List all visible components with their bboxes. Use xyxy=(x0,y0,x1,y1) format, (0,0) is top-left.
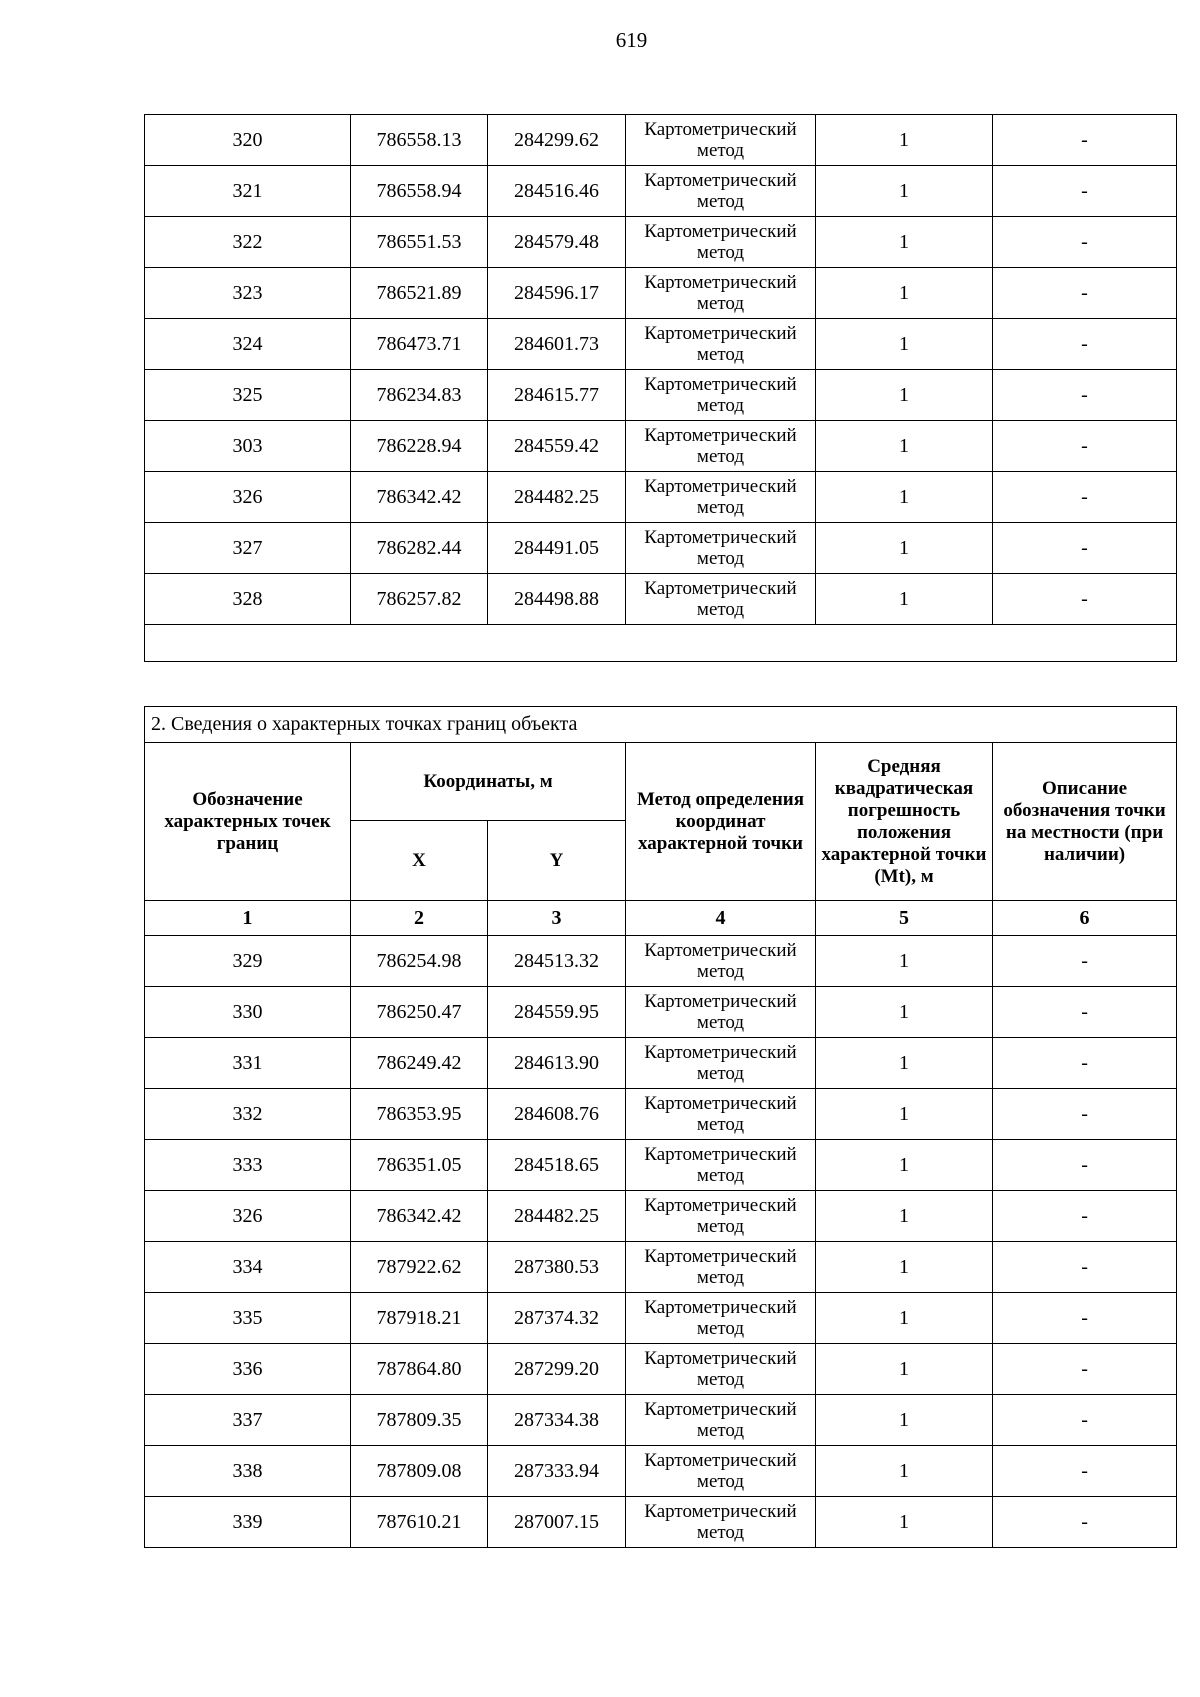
point-id-cell: 326 xyxy=(145,1191,351,1242)
method-cell: Картометрический метод xyxy=(626,472,816,523)
table1-body xyxy=(145,115,1177,662)
x-coordinate-cell: 786558.94 xyxy=(351,166,488,217)
table-row xyxy=(145,1242,1177,1293)
y-coordinate-cell: 284615.77 xyxy=(488,370,626,421)
table-row xyxy=(145,472,1177,523)
error-cell: 1 xyxy=(816,268,993,319)
y-coordinate-cell: 284498.88 xyxy=(488,574,626,625)
description-cell: - xyxy=(993,1446,1177,1497)
y-coordinate-cell: 284559.42 xyxy=(488,421,626,472)
table-row xyxy=(145,166,1177,217)
point-id-cell: 322 xyxy=(145,217,351,268)
y-coordinate-cell: 287380.53 xyxy=(488,1242,626,1293)
error-cell: 1 xyxy=(816,115,993,166)
y-coordinate-cell: 284482.25 xyxy=(488,472,626,523)
description-cell: - xyxy=(993,1293,1177,1344)
table-row xyxy=(145,523,1177,574)
header-method: Метод определения координат характерной точки xyxy=(626,743,816,901)
point-id-cell: 303 xyxy=(145,421,351,472)
method-cell: Картометрический метод xyxy=(626,370,816,421)
description-cell: - xyxy=(993,115,1177,166)
column-number: 4 xyxy=(626,901,816,936)
method-cell: Картометрический метод xyxy=(626,1089,816,1140)
y-coordinate-cell: 284601.73 xyxy=(488,319,626,370)
description-cell: - xyxy=(993,523,1177,574)
table-row xyxy=(145,217,1177,268)
y-coordinate-cell: 284579.48 xyxy=(488,217,626,268)
error-cell: 1 xyxy=(816,1395,993,1446)
x-coordinate-cell: 786257.82 xyxy=(351,574,488,625)
point-id-cell: 330 xyxy=(145,987,351,1038)
point-id-cell: 338 xyxy=(145,1446,351,1497)
error-cell: 1 xyxy=(816,936,993,987)
x-coordinate-cell: 786254.98 xyxy=(351,936,488,987)
x-coordinate-cell: 786250.47 xyxy=(351,987,488,1038)
x-coordinate-cell: 787918.21 xyxy=(351,1293,488,1344)
x-coordinate-cell: 786521.89 xyxy=(351,268,488,319)
description-cell: - xyxy=(993,1038,1177,1089)
table-row xyxy=(145,574,1177,625)
y-coordinate-cell: 284559.95 xyxy=(488,987,626,1038)
y-coordinate-cell: 284613.90 xyxy=(488,1038,626,1089)
point-id-cell: 327 xyxy=(145,523,351,574)
method-cell: Картометрический метод xyxy=(626,1497,816,1548)
error-cell: 1 xyxy=(816,421,993,472)
error-cell: 1 xyxy=(816,1089,993,1140)
table-row xyxy=(145,1293,1177,1344)
table-row xyxy=(145,115,1177,166)
table-row xyxy=(145,1089,1177,1140)
error-cell: 1 xyxy=(816,1038,993,1089)
method-cell: Картометрический метод xyxy=(626,319,816,370)
y-coordinate-cell: 287299.20 xyxy=(488,1344,626,1395)
table-row xyxy=(145,1191,1177,1242)
x-coordinate-cell: 786353.95 xyxy=(351,1089,488,1140)
error-cell: 1 xyxy=(816,1497,993,1548)
column-number: 6 xyxy=(993,901,1177,936)
column-numbers-row xyxy=(145,901,1177,936)
method-cell: Картометрический метод xyxy=(626,523,816,574)
header-error: Средняя квадратическая погрешность положения характерной точки (Mt), м xyxy=(816,743,993,901)
error-cell: 1 xyxy=(816,370,993,421)
table-row xyxy=(145,1395,1177,1446)
error-cell: 1 xyxy=(816,166,993,217)
header-point-designation: Обозначение характерных точек границ xyxy=(145,743,351,901)
table-row xyxy=(145,1038,1177,1089)
y-coordinate-cell: 284491.05 xyxy=(488,523,626,574)
table-row xyxy=(145,370,1177,421)
description-cell: - xyxy=(993,936,1177,987)
point-id-cell: 335 xyxy=(145,1293,351,1344)
point-id-cell: 331 xyxy=(145,1038,351,1089)
y-coordinate-cell: 287333.94 xyxy=(488,1446,626,1497)
point-id-cell: 334 xyxy=(145,1242,351,1293)
method-cell: Картометрический метод xyxy=(626,268,816,319)
page-number: 619 xyxy=(615,28,648,52)
y-coordinate-cell: 284596.17 xyxy=(488,268,626,319)
method-cell: Картометрический метод xyxy=(626,574,816,625)
description-cell: - xyxy=(993,166,1177,217)
point-id-cell: 336 xyxy=(145,1344,351,1395)
empty-cell xyxy=(145,625,1177,662)
x-coordinate-cell: 786342.42 xyxy=(351,472,488,523)
error-cell: 1 xyxy=(816,472,993,523)
x-coordinate-cell: 787809.35 xyxy=(351,1395,488,1446)
method-cell: Картометрический метод xyxy=(626,1140,816,1191)
description-cell: - xyxy=(993,1344,1177,1395)
method-cell: Картометрический метод xyxy=(626,987,816,1038)
header-y: Y xyxy=(488,821,626,901)
description-cell: - xyxy=(993,1140,1177,1191)
point-id-cell: 337 xyxy=(145,1395,351,1446)
description-cell: - xyxy=(993,574,1177,625)
description-cell: - xyxy=(993,268,1177,319)
header-description: Описание обозначения точки на местности (при наличии) xyxy=(993,743,1177,901)
method-cell: Картометрический метод xyxy=(626,166,816,217)
table2-body xyxy=(145,936,1177,1548)
method-cell: Картометрический метод xyxy=(626,115,816,166)
column-number: 2 xyxy=(351,901,488,936)
error-cell: 1 xyxy=(816,1140,993,1191)
point-id-cell: 320 xyxy=(145,115,351,166)
boundary-points-table xyxy=(144,706,1177,1548)
x-coordinate-cell: 786234.83 xyxy=(351,370,488,421)
point-id-cell: 323 xyxy=(145,268,351,319)
description-cell: - xyxy=(993,1191,1177,1242)
x-coordinate-cell: 786342.42 xyxy=(351,1191,488,1242)
header-coordinates: Координаты, м xyxy=(351,743,626,821)
description-cell: - xyxy=(993,319,1177,370)
error-cell: 1 xyxy=(816,1242,993,1293)
method-cell: Картометрический метод xyxy=(626,936,816,987)
y-coordinate-cell: 284299.62 xyxy=(488,115,626,166)
x-coordinate-cell: 787610.21 xyxy=(351,1497,488,1548)
description-cell: - xyxy=(993,1497,1177,1548)
x-coordinate-cell: 786551.53 xyxy=(351,217,488,268)
error-cell: 1 xyxy=(816,217,993,268)
table-row xyxy=(145,1446,1177,1497)
error-cell: 1 xyxy=(816,1293,993,1344)
table-row xyxy=(145,987,1177,1038)
description-cell: - xyxy=(993,1242,1177,1293)
method-cell: Картометрический метод xyxy=(626,1038,816,1089)
y-coordinate-cell: 284608.76 xyxy=(488,1089,626,1140)
point-id-cell: 326 xyxy=(145,472,351,523)
description-cell: - xyxy=(993,472,1177,523)
point-id-cell: 325 xyxy=(145,370,351,421)
error-cell: 1 xyxy=(816,1344,993,1395)
error-cell: 1 xyxy=(816,987,993,1038)
x-coordinate-cell: 786249.42 xyxy=(351,1038,488,1089)
table-row xyxy=(145,268,1177,319)
point-id-cell: 324 xyxy=(145,319,351,370)
x-coordinate-cell: 787864.80 xyxy=(351,1344,488,1395)
column-number: 5 xyxy=(816,901,993,936)
x-coordinate-cell: 786282.44 xyxy=(351,523,488,574)
table-row xyxy=(145,1140,1177,1191)
y-coordinate-cell: 287334.38 xyxy=(488,1395,626,1446)
y-coordinate-cell: 287007.15 xyxy=(488,1497,626,1548)
error-cell: 1 xyxy=(816,523,993,574)
y-coordinate-cell: 284482.25 xyxy=(488,1191,626,1242)
table-caption: 2. Сведения о характерных точках границ объекта xyxy=(145,707,1177,743)
table-row xyxy=(145,319,1177,370)
error-cell: 1 xyxy=(816,1446,993,1497)
point-id-cell: 328 xyxy=(145,574,351,625)
column-number: 3 xyxy=(488,901,626,936)
description-cell: - xyxy=(993,370,1177,421)
x-coordinate-cell: 787809.08 xyxy=(351,1446,488,1497)
point-id-cell: 321 xyxy=(145,166,351,217)
coordinates-table-continued xyxy=(144,114,1177,662)
description-cell: - xyxy=(993,987,1177,1038)
error-cell: 1 xyxy=(816,1191,993,1242)
method-cell: Картометрический метод xyxy=(626,1242,816,1293)
x-coordinate-cell: 786228.94 xyxy=(351,421,488,472)
method-cell: Картометрический метод xyxy=(626,1191,816,1242)
method-cell: Картометрический метод xyxy=(626,421,816,472)
x-coordinate-cell: 787922.62 xyxy=(351,1242,488,1293)
description-cell: - xyxy=(993,1395,1177,1446)
x-coordinate-cell: 786558.13 xyxy=(351,115,488,166)
y-coordinate-cell: 284516.46 xyxy=(488,166,626,217)
point-id-cell: 332 xyxy=(145,1089,351,1140)
method-cell: Картометрический метод xyxy=(626,1446,816,1497)
method-cell: Картометрический метод xyxy=(626,1395,816,1446)
y-coordinate-cell: 287374.32 xyxy=(488,1293,626,1344)
method-cell: Картометрический метод xyxy=(626,1293,816,1344)
x-coordinate-cell: 786351.05 xyxy=(351,1140,488,1191)
header-x: X xyxy=(351,821,488,901)
table-row xyxy=(145,421,1177,472)
point-id-cell: 333 xyxy=(145,1140,351,1191)
table-row xyxy=(145,1497,1177,1548)
description-cell: - xyxy=(993,421,1177,472)
y-coordinate-cell: 284518.65 xyxy=(488,1140,626,1191)
error-cell: 1 xyxy=(816,574,993,625)
table-row xyxy=(145,1344,1177,1395)
x-coordinate-cell: 786473.71 xyxy=(351,319,488,370)
error-cell: 1 xyxy=(816,319,993,370)
point-id-cell: 339 xyxy=(145,1497,351,1548)
empty-row xyxy=(145,625,1177,662)
description-cell: - xyxy=(993,217,1177,268)
description-cell: - xyxy=(993,1089,1177,1140)
table-row xyxy=(145,936,1177,987)
column-number: 1 xyxy=(145,901,351,936)
y-coordinate-cell: 284513.32 xyxy=(488,936,626,987)
method-cell: Картометрический метод xyxy=(626,217,816,268)
point-id-cell: 329 xyxy=(145,936,351,987)
method-cell: Картометрический метод xyxy=(626,1344,816,1395)
